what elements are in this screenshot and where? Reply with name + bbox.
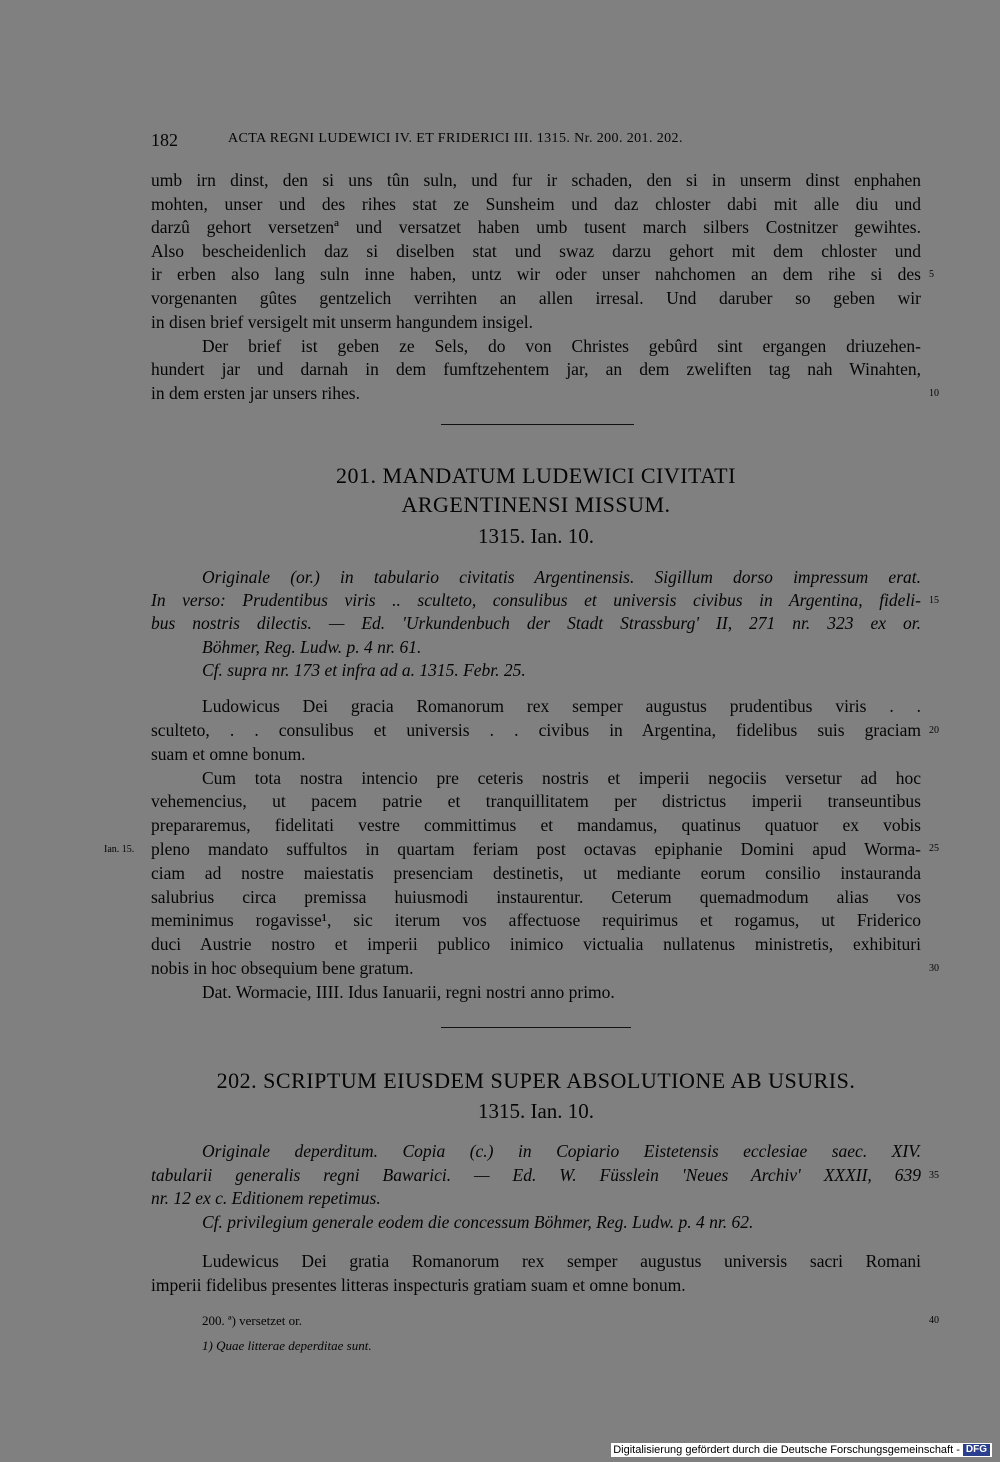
- running-title: ACTA REGNI LUDEWICI IV. ET FRIDERICI III. 1315. Nr. 200. 201. 202.: [228, 131, 683, 146]
- text-line: mohten, unser und des rihes stat ze Sunsheim und daz chloster dabi mit alle diu und: [151, 194, 921, 214]
- line-number: 30: [929, 963, 939, 974]
- margin-date: Ian. 15.: [104, 844, 135, 855]
- text-line: umb irn dinst, den si uns tûn suln, und fur ir schaden, den si in unserm dinst enphahen: [151, 170, 921, 190]
- text-line: suam et omne bonum.: [151, 744, 306, 764]
- source-line: In verso: Prudentibus viris .. sculteto, consulibus et universis civibus in Argentina, fideli-: [151, 590, 921, 610]
- section-divider: [441, 424, 634, 425]
- text-line: in dem ersten jar unsers rihes.: [151, 383, 360, 403]
- text-line: duci Austrie nostro et imperii publico inimico victualia nullatenus ministretis, exhibituri: [151, 934, 921, 954]
- text-line: pleno mandato suffultos in quartam feriam post octavas epiphanie Domini apud Worma-: [151, 839, 921, 859]
- text-line: Ludewicus Dei gratia Romanorum rex semper augustus universis sacri Romani: [202, 1251, 921, 1271]
- text-line: ciam ad nostre maiestatis presenciam destinetis, ut mediante eorum consilio instauranda: [151, 863, 921, 883]
- line-number: 25: [929, 843, 939, 854]
- source-line: nr. 12 ex c. Editionem repetimus.: [151, 1188, 381, 1208]
- source-line: Böhmer, Reg. Ludw. p. 4 nr. 61.: [202, 637, 422, 657]
- text-line: Also bescheidenlich daz si diselben stat und swaz darzu gehort mit dem chloster und: [151, 241, 921, 261]
- text-line: Cum tota nostra intencio pre ceteris nostris et imperii negociis versetur ad hoc: [202, 768, 921, 788]
- footnote-1: 1) Quae litterae deperditae sunt.: [202, 1338, 372, 1353]
- funding-banner: [611, 1443, 992, 1457]
- section-divider: [441, 1027, 631, 1028]
- line-number: 40: [929, 1315, 939, 1326]
- text-line: Der brief ist geben ze Sels, do von Christes gebûrd sint ergangen driuzehen-: [202, 336, 921, 356]
- text-line: in disen brief versigelt mit unserm hangundem insigel.: [151, 312, 534, 332]
- source-line: Cf. privilegium generale eodem die concessum Böhmer, Reg. Ludw. p. 4 nr. 62.: [202, 1212, 754, 1232]
- line-number: 20: [929, 725, 939, 736]
- text-line: sculteto, . . consulibus et universis . . civibus in Argentina, fidelibus suis graciam: [151, 720, 921, 740]
- doc201-title-line2: ARGENTINENSI MISSUM.: [401, 492, 671, 517]
- source-line: tabularii generalis regni Bawarici. — Ed. W. Füsslein 'Neues Archiv' XXXII, 639: [151, 1165, 921, 1185]
- source-line: Cf. supra nr. 173 et infra ad a. 1315. Febr. 25.: [202, 660, 526, 680]
- text-line: prepararemus, fidelitati vestre committimus et mandamus, quatinus quatuor ex vobis: [151, 815, 921, 835]
- footnote-200: 200. ª) versetzet or.: [202, 1313, 302, 1328]
- source-line: Originale deperditum. Copia (c.) in Copiario Eistetensis ecclesiae saec. XIV.: [202, 1141, 921, 1161]
- line-number: 5: [929, 269, 934, 280]
- doc201-date: 1315. Ian. 10.: [477, 524, 595, 548]
- text-line: meminimus rogavisse¹, sic iterum vos affectuose requirimus et rogamus, ut Friderico: [151, 910, 921, 930]
- doc202-title: 202. SCRIPTUM EIUSDEM SUPER ABSOLUTIONE AB USURIS.: [216, 1068, 856, 1093]
- text-line: imperii fidelibus presentes litteras inspecturis gratiam suam et omne bonum.: [151, 1275, 686, 1295]
- dfg-logo: DFG: [963, 1444, 990, 1456]
- text-line: darzû gehort versetzenª und versatzet haben umb tusent march silbers Costnitzer gewihtes.: [151, 217, 921, 237]
- line-number: 35: [929, 1170, 939, 1181]
- text-line: vehemencius, ut pacem patrie et tranquillitatem per districtus imperii transeuntibus: [151, 791, 921, 811]
- funding-text: Digitalisierung gefördert durch die Deutsche Forschungsgemeinschaft -: [613, 1444, 960, 1456]
- doc201-title-line1: 201. MANDATUM LUDEWICI CIVITATI: [336, 463, 736, 488]
- text-line: ir erben also lang suln inne haben, untz wir oder unser nahchomen an dem rihe si des: [151, 264, 921, 284]
- line-number: 10: [929, 388, 939, 399]
- text-line: Dat. Wormacie, IIII. Idus Ianuarii, regni nostri anno primo.: [202, 982, 615, 1002]
- text-line: nobis in hoc obsequium bene gratum.: [151, 958, 414, 978]
- source-line: Originale (or.) in tabulario civitatis Argentinensis. Sigillum dorso impressum erat.: [202, 567, 921, 587]
- line-number: 15: [929, 595, 939, 606]
- text-line: hundert jar und darnah in dem fumftzehentem jar, an dem zweliften tag nah Winahten,: [151, 359, 921, 379]
- text-line: vorgenanten gûtes gentzelich verrihten an allen irresal. Und daruber so geben wir: [151, 288, 921, 308]
- text-line: Ludowicus Dei gracia Romanorum rex semper augustus prudentibus viris . .: [202, 696, 921, 716]
- text-line: salubrius circa premissa huiusmodi instaurentur. Ceterum quemadmodum alias vos: [151, 887, 921, 907]
- source-line: bus nostris dilectis. — Ed. 'Urkundenbuch der Stadt Strassburg' II, 271 nr. 323 ex or.: [151, 613, 921, 633]
- page-number: 182: [151, 130, 178, 150]
- doc202-date: 1315. Ian. 10.: [477, 1099, 595, 1123]
